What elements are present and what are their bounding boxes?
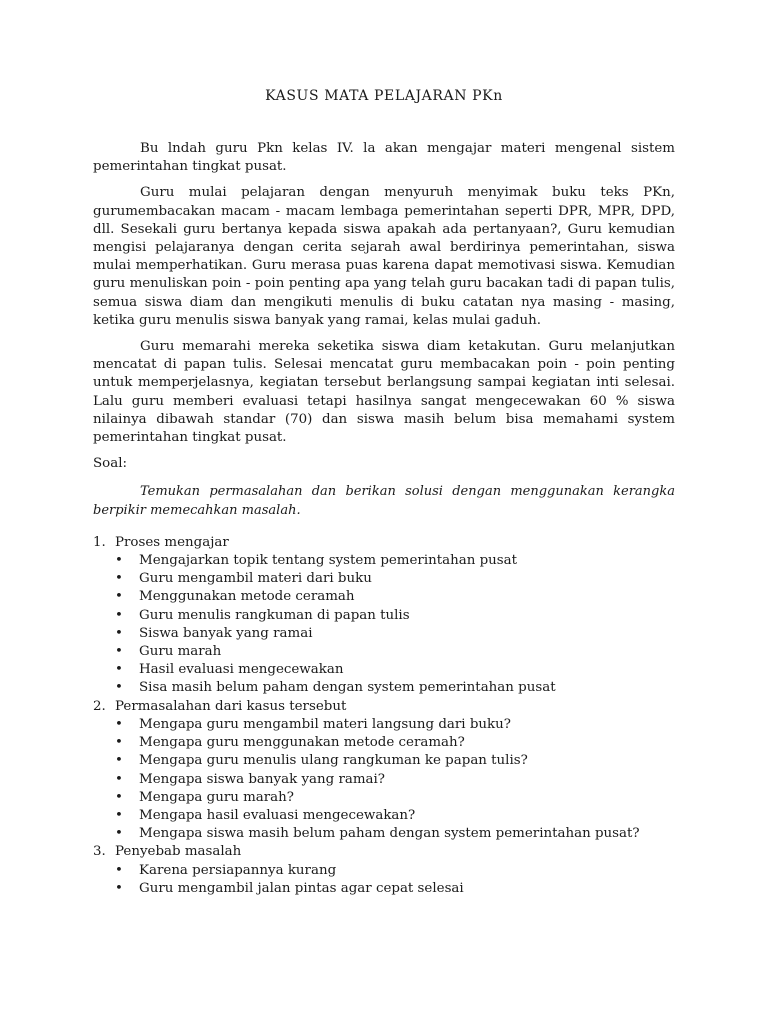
bullet-icon: • xyxy=(115,826,123,842)
bullet-icon: • xyxy=(115,862,123,878)
list-item-text: Mengapa guru menulis ulang rangkuman ke papan tulis? xyxy=(139,753,528,769)
list-item-text: Mengapa hasil evaluasi mengecewakan? xyxy=(139,807,416,823)
section-permasalahan xyxy=(93,698,675,844)
bullet-icon: • xyxy=(115,680,123,696)
list-item-text: Mengapa siswa masih belum paham dengan system pemerintahan pusat? xyxy=(139,826,640,842)
list-item-text: Hasil evaluasi mengecewakan xyxy=(139,662,344,678)
list-item-text: Mengajarkan topik tentang system pemerintahan pusat xyxy=(139,553,518,569)
paragraph-2: Guru mulai pelajaran dengan menyuruh menyimak buku teks PKn, gurumembacakan macam - macam lembaga pemerintahan seperti DPR, MPR, DPD, dll. Sesekali guru bertanya kepada siswa apakah ada pertanyaan?, Guru kemudian mengisi pelajaranya dengan cerita sejarah awal berdirinya pemerintahan, siswa mulai memperhatikan. Guru merasa puas karena dapat memotivasi siswa. Kemudian guru menuliskan poin - poin penting apa yang telah guru bacakan tadi di papan tulis, semua siswa diam dan mengikuti menulis di buku catatan nya masing - masing, ketika guru menulis siswa banyak yang ramai, kelas mulai gaduh. xyxy=(93,185,675,328)
list-item xyxy=(115,880,675,898)
document-body xyxy=(93,140,675,898)
section-number: 2. xyxy=(93,698,106,714)
list-item xyxy=(115,752,675,770)
bullet-icon: • xyxy=(115,662,123,678)
bullet-list xyxy=(93,862,675,898)
list-item xyxy=(115,825,675,843)
list-item-text: Guru menulis rangkuman di papan tulis xyxy=(139,607,410,623)
bullet-icon: • xyxy=(115,571,123,587)
bullet-icon: • xyxy=(115,789,123,805)
bullet-icon: • xyxy=(115,771,123,787)
list-item xyxy=(115,643,675,661)
section-number: 3. xyxy=(93,844,106,860)
bullet-list xyxy=(93,552,675,698)
bullet-icon: • xyxy=(115,607,123,623)
list-item xyxy=(115,716,675,734)
soal-label: Soal: xyxy=(93,456,128,472)
list-item xyxy=(115,661,675,679)
bullet-icon: • xyxy=(115,735,123,751)
list-item-text: Siswa banyak yang ramai xyxy=(139,625,313,641)
bullet-icon: • xyxy=(115,625,123,641)
bullet-icon: • xyxy=(115,880,123,896)
list-item-text: Sisa masih belum paham dengan system pemerintahan pusat xyxy=(139,680,556,696)
paragraph-1: Bu lndah guru Pkn kelas IV. la akan mengajar materi mengenal sistem pemerintahan tingkat pusat. xyxy=(93,141,675,175)
list-item-text: Karena persiapannya kurang xyxy=(139,862,337,878)
list-item xyxy=(115,607,675,625)
list-item-text: Mengapa guru marah? xyxy=(139,789,294,805)
document-title: KASUS MATA PELAJARAN PKn xyxy=(265,88,503,104)
bullet-icon: • xyxy=(115,589,123,605)
list-item xyxy=(115,862,675,880)
list-item-text: Mengapa guru mengambil materi langsung dari buku? xyxy=(139,716,511,732)
list-item-text: Mengapa siswa banyak yang ramai? xyxy=(139,771,385,787)
bullet-icon: • xyxy=(115,553,123,569)
bullet-icon: • xyxy=(115,753,123,769)
section-proses-mengajar xyxy=(93,534,675,698)
bullet-icon: • xyxy=(115,807,123,823)
section-heading xyxy=(93,534,675,552)
section-title: Penyebab masalah xyxy=(115,844,242,860)
list-item-text: Mengapa guru menggunakan metode ceramah? xyxy=(139,735,465,751)
list-item xyxy=(115,734,675,752)
list-item-text: Guru mengambil jalan pintas agar cepat selesai xyxy=(139,880,464,896)
instruction-text: Temukan permasalahan dan berikan solusi dengan menggunakan kerangka berpikir memecahkan masalah. xyxy=(93,484,675,518)
section-title: Permasalahan dari kasus tersebut xyxy=(115,698,347,714)
list-item xyxy=(115,807,675,825)
list-item-text: Guru marah xyxy=(139,644,222,660)
list-item xyxy=(115,570,675,588)
section-penyebab-masalah xyxy=(93,843,675,898)
list-item xyxy=(115,625,675,643)
bullet-icon: • xyxy=(115,644,123,660)
list-item xyxy=(115,588,675,606)
bullet-list xyxy=(93,716,675,843)
section-number: 1. xyxy=(93,534,106,550)
list-item xyxy=(115,789,675,807)
section-heading xyxy=(93,698,675,716)
paragraph-3: Guru memarahi mereka seketika siswa diam ketakutan. Guru melanjutkan mencatat di papan tulis. Selesai mencatat guru membacakan poin - poin penting untuk memperjelasnya, kegiatan tersebut berlangsung sampai kegiatan inti selesai. Lalu guru memberi evaluasi tetapi hasilnya sangat mengecewakan 60 % siswa nilainya dibawah standar (70) dan siswa masih belum bisa memahami system pemerintahan tingkat pusat. xyxy=(93,339,675,446)
list-item xyxy=(115,552,675,570)
bullet-icon: • xyxy=(115,716,123,732)
section-heading xyxy=(93,843,675,861)
section-title: Proses mengajar xyxy=(115,534,229,550)
list-item-text: Guru mengambil materi dari buku xyxy=(139,571,372,587)
list-item-text: Menggunakan metode ceramah xyxy=(139,589,355,605)
list-item xyxy=(115,771,675,789)
list-item xyxy=(115,679,675,697)
